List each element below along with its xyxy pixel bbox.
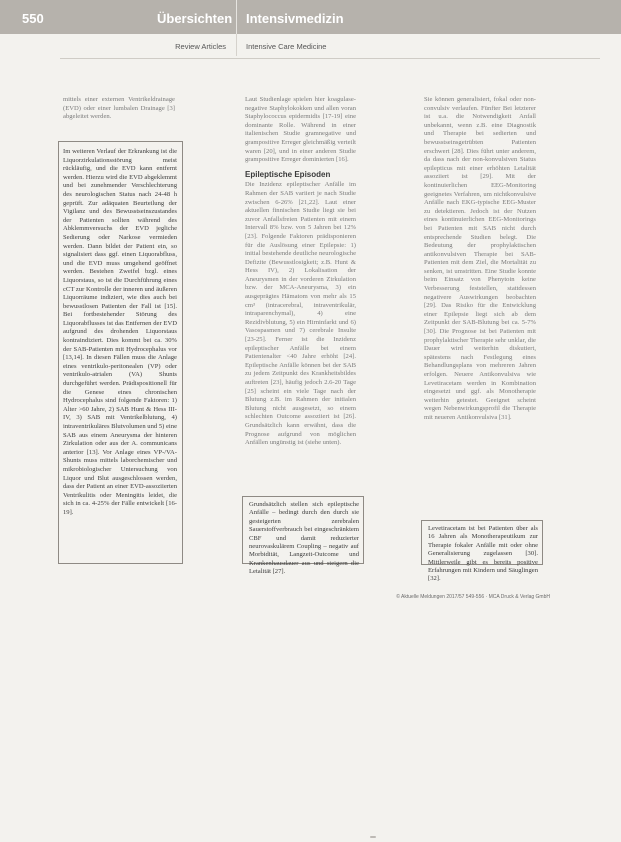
page-number: 550 — [22, 11, 44, 26]
header-rule — [60, 58, 600, 59]
column3 — [424, 96, 536, 423]
section-title-right: Intensivmedizin — [246, 11, 344, 26]
section-heading-epileptic: Epileptische Episoden — [245, 169, 331, 179]
column3-highlight-box — [421, 520, 543, 583]
column2 — [245, 96, 356, 448]
column2-intro-text: Laut Studienlage spielen hier koagulase-negative Staphylokokken und allen voran Staphylococcus epidermidis [17-19] eine dominante Rolle. Während in einer italienischen Studie gramnegative und grampositive Erreger gleichmäßig verteilt waren [20], und in einer anderen Studie grampositive Erreger dominierten [16]. — [245, 96, 356, 164]
column1-box-text: Im weiteren Verlauf der Erkrankung ist die Liquorzirkulationsstörung meist rückläufig, und die EVD kann entfernt werden. Hierzu wird die EVD abgeklemmt und bei zunehmender Verschlechterung des neurologischen Status nach 24-48 h geprüft. Zur adäquaten Beurteilung der Vigilanz und des Bewusstseinszustandes der Patienten sollten während des Abklemmversuchs der EVD jegliche Sedierung oder Narkose vermieden werden. Dann bildet der Patient ein, so signalisiert dass ggf. einen Liquorabfluss, und die EVD muss umgehend geöffnet werden. Bestehen Zweifel bzgl. eines Liquorstaus, so ist die Durchführung eines cCT zur Kontrolle der inneren und äußeren Liquorräume indiziert, wie dies auch bei bewusstlosen Patienten der Fall ist [15]. Bei fortbestehender Störung des Liquorabflusses ist das Entfernen der EVD aufgrund des drohenden Liquorstaus kontraindiziert. Dies kommt bei ca. 30% der SAB-Patienten mit Hydrocephalus vor [13,14]. In diesen Fällen muss die Anlage eines ventrikulo-peritonealen (VP) oder ventrikulo-atrialen (VA) Shunts durchgeführt werden. Prädispositionell für die Genese eines chronischen Hydrocephalus sind folgende Faktoren: 1) Alter >60 Jahre, 2) SAB Hunt & Hess III-IV, 3) SAB mit Ventrikelblutung, 4) intraventrikuläres Blutvolumen und 5) eine SAB aus einem Aneurysma der hinteren Zirkulation oder aus der A. communicans anterior [13]. Vor Anlage eines VP-/VA-Shunts muss mittels laborchemischer und mikrobiologischer Untersuchung von Liquor und Blut ausgeschlossen werden, dass der Patient an einer EVD-assoziierten Ventrikulitis oder Meningitis leidet, die sich in ca. 4-25% der Fälle entwickelt [16-19]. — [63, 148, 177, 516]
column2-box-text: Grundsätzlich stellen sich epileptische Anfälle – bedingt durch den durch sie gesteigerten zerebralen Sauerstoffverbrauch bei eingeschränktem CBF und damit reduzierter neurovaskulärem Coupling – negativ auf Morbidität, Langzeit-Outcome und Krankenhausdauer aus und steigern die Letalität [27]. — [249, 501, 359, 576]
column3-body-text: Sie können generalisiert, fokal oder non-convulsiv verlaufen. Fünfter Bei letzterer ist u.a. die Notwendigkeit Anfall unbekannt, wenn z.B. eine Diagnostik und Therapie bei sedierten und bewusstseinsgetrübten Patienten erschwert [28]. Dies führt unter anderem, da dass nach der non-konvulsiven Status epilepticus mit einer erhöhten Letalität assoziiert ist [29]. Mit der kontinuierlichen EEG-Monitoring geeignetes Verfahren, um nichtkonvulsive Anfälle nach EKG-typische EEG-Muster zu detektieren. Jedoch ist der Nutzen eines kontinuierlichen EEG-Monitorings bei Patienten mit SAB nicht durch entsprechende Studien belegt. Die Bedeutung der prophylaktischen antikonvulsiven Therapie bei SAB-Patienten mit dem Ziel, die Mortalität zu senken, ist umstritten. Eine Studie konnte beim Einsatz von Phenytoin keine Verbesserung feststellen, stattdessen negativere Auswirkungen beobachten [29]. Das Risiko für die Entwicklung einer Epilepsie liegt sich ab dem Zeitpunkt der SAB-Blutung bei ca. 5-7% [30]. Die Prognose ist bei Patienten mit prophylaktischer Therapie sehr unklar, die Dauer wird weiterhin diskutiert, spätestens nach Festlegung eines Behandlungsplans von mehreren Jahren erfolgen. Neuere Antikonvulsiva wie Levetiracetam werden in Kombination eingesetzt und ggf. als Monotherapie weiterhin getestet. Geeignet scheint wegen Nebenwirkungsprofil die Therapie mit neueren Antikonvulsiva [31]. — [424, 96, 536, 421]
column3-box-text: Levetiracetam ist bei Patienten über als 16 Jahren als Monotherapeutikum zur Therapie fokaler Anfälle mit oder ohne Generalisierung zugelassen [30]. Mittlerweile gibt es bereits positive Erfahrungen mit Kindern und Säuglingen [32]. — [428, 525, 538, 583]
column1-intro-text: mittels einer externen Ventrikeldrainage (EVD) oder einer lumbalen Drainage [3] abgeleitet werden. — [63, 96, 175, 121]
column2-body-text: Die Inzidenz epileptischer Anfälle im Rahmen der SAB variiert je nach Studie zwischen 6-26% [21,22]. Laut einer aktuellen finnischen Studie liegt sie bei zuvor Anfallsfreien Patienten mit einem Intervall 8% bzw. von 5 Jahren bei 12% [23]. Folgende Faktoren prädisponieren für die Auslösung einer Epilepsie: 1) initial bestehende deutliche neurologische Defizite (Bewusstlosigkeit; z.B. Hunt & Hess IV), 2) Lokalisation der Aneurysmen in der vorderen Zirkulation bzw. der MCA-Aneurysma, 3) ein ausgeprägtes Hämatom von mehr als 15 cm³ (intracerebral, intraventrikulär, intraparenchymal), 4) eine Rezidivblutung, 5) ein Hirninfarkt und 6) Vasospasmen und 7) cerebrale Insulte [23-25]. Ferner ist die Inzidenz epileptischer Anfälle bei einem Patientenalter <40 Jahre erhöht [24]. Epileptische Anfälle können bei der SAB zu jedem Zeitpunkt des Krankheitsbildes auftreten [23], häufig jedoch 2.6-20 Tage [25] scheint ein viele Tage nach der Blutung z.B. im Rahmen der initialen Blutung nicht ausgesetzt, so einem schlechten Outcome assoziiert ist [26]. Grundsätzlich kann erwähnt, dass die Prognose aufgrund von möglichen Anfällen ungünstig ist (siehe unten). — [245, 181, 356, 447]
subsection-left: Review Articles — [175, 42, 226, 51]
column1-box-text-wrap — [63, 148, 177, 518]
column1-highlight-box — [58, 141, 183, 564]
section-title-left: Übersichten — [157, 11, 233, 26]
subsection-right: Intensive Care Medicine — [246, 42, 327, 51]
column2-highlight-box — [242, 496, 364, 576]
header-band — [0, 0, 621, 34]
column1-intro — [63, 96, 175, 122]
header-divider — [236, 0, 237, 34]
footer-copyright: © Aktuelle Meldungen 2017/57 549-556 · MCA Druck & Verlag GmbH — [396, 594, 550, 600]
page-mark — [370, 836, 376, 838]
subheader-divider — [236, 34, 237, 56]
